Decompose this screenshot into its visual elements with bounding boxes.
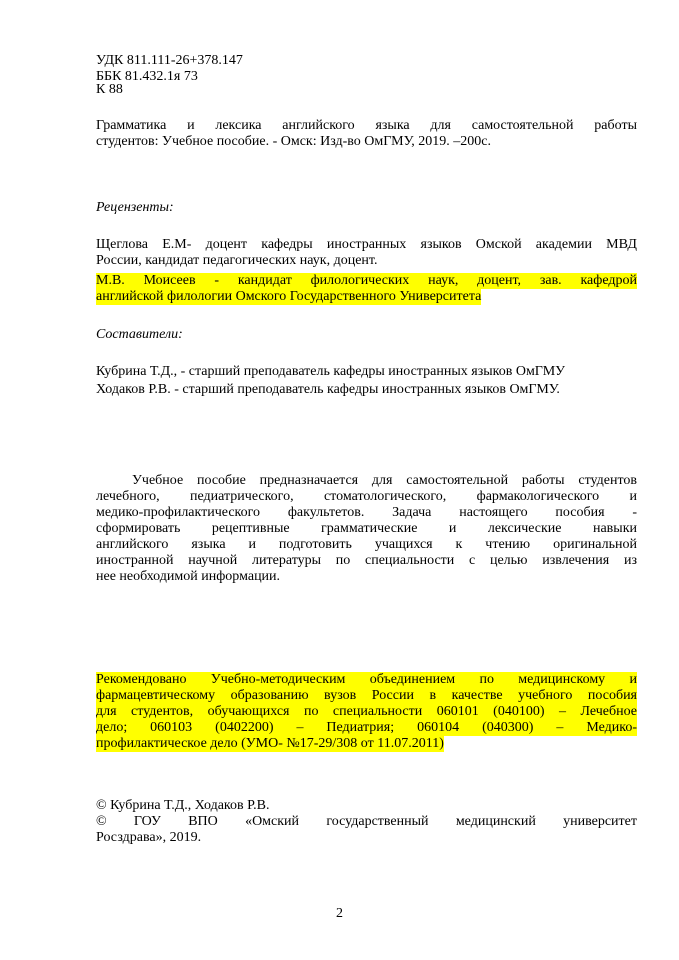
compiler-line: Кубрина Т.Д., - старший преподаватель кафедры иностранных языков ОмГМУ [96,364,566,379]
bibliographic-title [96,118,637,150]
description-line: иностранной научной литературы по специальности с целью извлечения из [96,553,637,568]
reviewer-first [96,237,637,269]
description-line: Учебное пособие предназначается для самостоятельной работы студентов [132,473,637,488]
page-number: 2 [336,906,343,921]
copyright-publisher: © ГОУ ВПО «Омский государственный медицинский университет [96,814,637,829]
compilers-heading: Составители: [96,327,183,342]
reviewer-line: Щеглова Е.М- доцент кафедры иностранных языков Омской академии МВД [96,237,637,252]
reviewer-line: М.В. Моисеев - кандидат филологических наук, доцент, зав. кафедрой [96,273,637,288]
udk-code: УДК 811.111-26+378.147 [96,53,243,68]
description-line: медико-профилактического факультетов. Задача настоящего пособия - [96,505,637,520]
reviewer-second-highlighted [96,273,637,305]
recommendation-line: фармацевтическому образованию вузов России в качестве учебного пособия [96,688,637,703]
compiler-line: Ходаков Р.В. - старший преподаватель кафедры иностранных языков ОмГМУ. [96,382,560,397]
description-line: сформировать рецептивные грамматические и лексические навыки [96,521,637,536]
description-paragraph [96,473,637,585]
recommendation-line: дело; 060103 (0402200) – Педиатрия; 060104 (040300) – Медико- [96,720,637,735]
recommendation-line: Рекомендовано Учебно-методическим объединением по медицинскому и [96,672,637,687]
description-line: нее необходимой информации. [96,569,281,584]
reviewer-line: английской филологии Омского Государственного Университета [96,289,482,304]
author-mark: К 88 [96,82,123,97]
title-line: Грамматика и лексика английского языка для самостоятельной работы [96,118,637,133]
compilers-list [96,364,637,398]
copyright-publisher-cont: Росздрава», 2019. [96,830,202,845]
reviewers-heading: Рецензенты: [96,200,174,215]
description-line: английского языка и подготовить учащихся к чтению оригинальной [96,537,637,552]
recommendation-line: для студентов, обучающихся по специальности 060101 (040100) – Лечебное [96,704,637,719]
classification-codes [96,53,637,98]
copyright-block [96,798,637,846]
copyright-authors: © Кубрина Т.Д., Ходаков Р.В. [96,798,270,813]
recommendation-highlighted [96,672,637,752]
recommendation-line: профилактическое дело (УМО- №17-29/308 от 11.07.2011) [96,736,444,751]
title-line: студентов: Учебное пособие. - Омск: Изд-во ОмГМУ, 2019. –200с. [96,134,491,149]
bbk-code: ББК 81.432.1я 73 [96,69,198,84]
reviewer-line: России, кандидат педагогических наук, доцент. [96,253,378,268]
description-line: лечебного, педиатрического, стоматологического, фармакологического и [96,489,637,504]
